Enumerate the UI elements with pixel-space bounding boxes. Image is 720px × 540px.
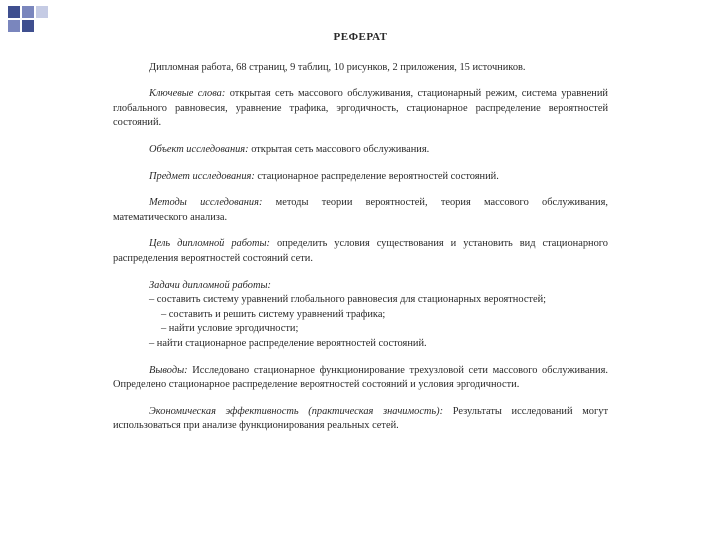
economic-label: Экономическая эффективность (практическая значимость): (149, 405, 444, 417)
methods-label: Методы исследования: (149, 197, 263, 209)
keywords-text: открытая сеть массового обслуживания, стационарный режим, система уравнений глобального равновесия, уравнение трафика, эргодичность, стационарное распределение вероятностей состояний. (113, 88, 608, 129)
corner-decoration (0, 0, 60, 40)
conclusions-label: Выводы: (149, 364, 188, 376)
economic-paragraph (113, 405, 608, 434)
keywords-paragraph (113, 87, 608, 131)
object-paragraph (113, 143, 608, 158)
tasks-block (113, 279, 608, 352)
conclusions-paragraph (113, 364, 608, 393)
tasks-label: Задачи дипломной работы: (149, 279, 271, 291)
subject-paragraph (113, 170, 608, 185)
keywords-label: Ключевые слова: (149, 88, 226, 100)
summary-paragraph: Дипломная работа, 68 страниц, 9 таблиц, 10 рисунков, 2 приложения, 15 источников. (149, 61, 526, 73)
methods-text: методы теории вероятностей, теория массового обслуживания, математического анализа. (113, 197, 608, 223)
task-item: – найти стационарное распределение вероятностей состояний. (149, 337, 427, 349)
subject-text: стационарное распределение вероятностей состояний. (254, 170, 499, 182)
task-item: – найти условие эргодичности; (161, 323, 299, 335)
task-item: – составить и решить систему уравнений трафика; (161, 308, 386, 320)
economic-text: Результаты исследований могут использоваться при анализе функционирования реальных сетей. (113, 405, 608, 432)
methods-paragraph (113, 196, 608, 225)
goal-label: Цель дипломной работы: (149, 238, 271, 250)
document-page (113, 30, 608, 446)
decor-square-mid-2 (8, 20, 20, 32)
object-text: открытая сеть массового обслуживания. (248, 143, 430, 155)
subject-label: Предмет исследования: (149, 170, 255, 182)
decor-square-light (36, 6, 48, 18)
decor-square-dark-2 (22, 20, 34, 32)
object-label: Объект исследования: (149, 143, 249, 155)
decor-square-dark (8, 6, 20, 18)
goal-paragraph (113, 237, 608, 266)
decor-square-mid (22, 6, 34, 18)
document-title: РЕФЕРАТ (333, 31, 388, 43)
goal-text: определить условия существования и установить вид стационарного распределения вероятностей состояний сети. (113, 238, 608, 264)
conclusions-text: Исследовано стационарное функционирование трехузловой сети массового обслуживания. Определено стационарное распределение вероятностей состояний и условия эргодичности. (113, 364, 608, 391)
task-item: – составить систему уравнений глобального равновесия для стационарных вероятностей; (149, 294, 547, 306)
